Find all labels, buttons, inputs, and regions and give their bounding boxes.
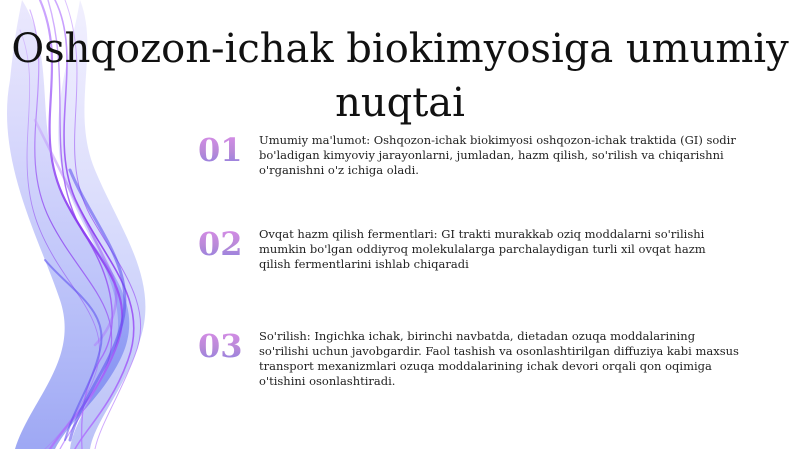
item-number: 03 <box>198 327 243 365</box>
item-number: 02 <box>198 225 243 263</box>
item-text: So'rilish: Ingichka ichak, birinchi navbatda, dietadan ozuqa moddalarining so'rilishi uchun javobgardir. Faol tashish va osonlashtirilgan diffuziya kabi maxsus transport mexanizmlari ozuqa moddalarining ichak devori orqali qon oqimiga o'tishini osonlashtiradi. <box>259 329 739 388</box>
list-item <box>198 329 738 399</box>
slide-title: Oshqozon-ichak biokimyosiga umumiy nuqtai <box>11 26 789 126</box>
list-item <box>198 133 738 193</box>
item-number: 01 <box>198 131 243 169</box>
item-text: Umumiy ma'lumot: Oshqozon-ichak biokimyosi oshqozon-ichak traktida (GI) sodir bo'ladigan kimyoviy jarayonlarni, jumladan, hazm qilish, so'rilish va chiqarishni o'rganishni o'z ichiga oladi. <box>259 133 736 177</box>
item-text: Ovqat hazm qilish fermentlari: GI trakti murakkab oziq moddalarni so'rilishi mumkin bo'lgan oddiyroq molekulalarga parchalaydigan turli xil ovqat hazm qilish fermentlarini ishlab chiqaradi <box>259 227 706 271</box>
list-item <box>198 227 738 287</box>
